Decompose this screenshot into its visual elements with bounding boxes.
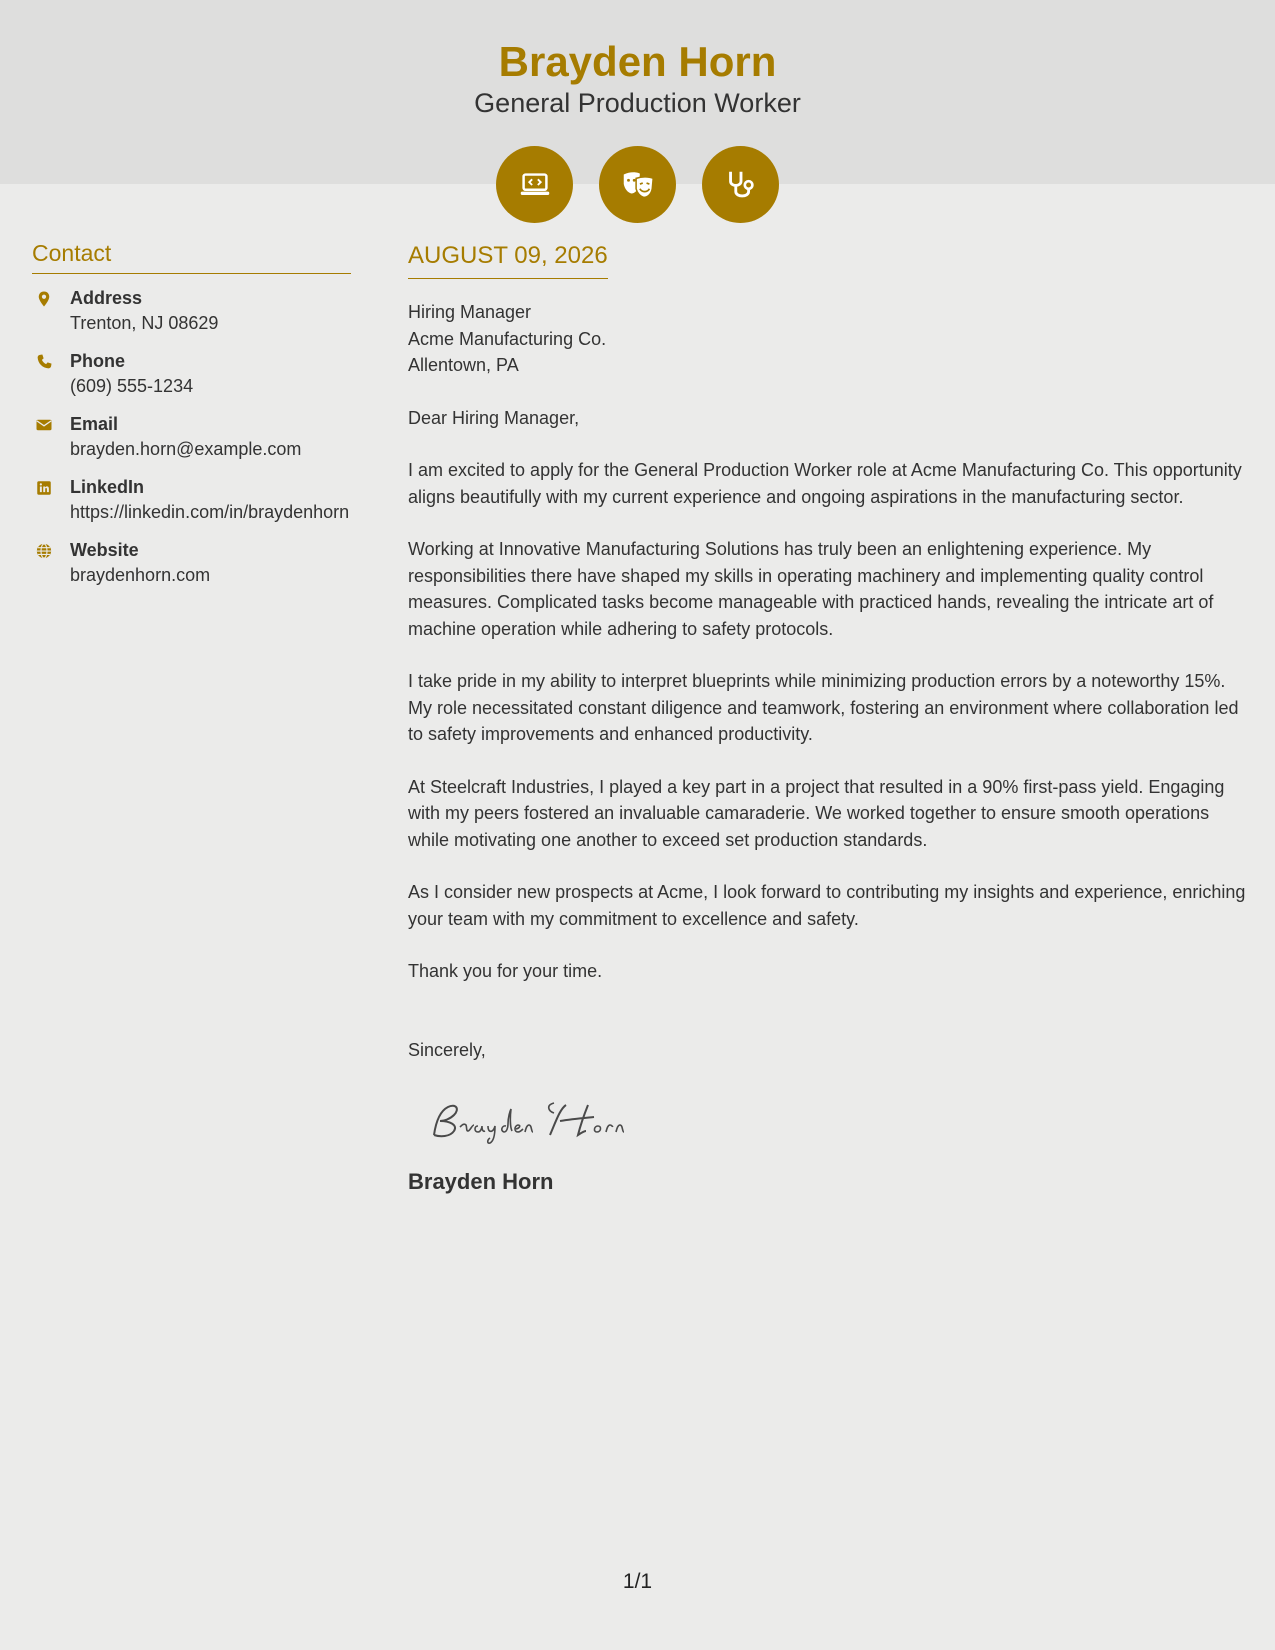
recipient-line: Acme Manufacturing Co. <box>408 328 607 349</box>
handwritten-signature <box>426 1091 1248 1149</box>
contact-phone <box>32 349 351 399</box>
contact-label: Website <box>70 540 139 560</box>
letter-body <box>408 240 1248 1197</box>
letter-paragraph: As I consider new prospects at Acme, I look forward to contributing my insights and experience, enriching your team with my commitment to excellence and safety. <box>408 882 1246 929</box>
applicant-name: Brayden Horn <box>498 38 777 85</box>
job-title: General Production Worker <box>474 88 801 118</box>
recipient-line: Hiring Manager <box>408 302 532 322</box>
letter-date: AUGUST 09, 2026 <box>408 240 608 279</box>
contact-email <box>32 412 351 462</box>
contact-value[interactable]: https://linkedin.com/in/braydenhorn <box>70 502 350 522</box>
contact-value: brayden.horn@example.com <box>70 439 302 459</box>
letter-paragraph: At Steelcraft Industries, I played a key part in a project that resulted in a 90% first-pass yield. Engaging with my peers fostered an invaluable camaraderie. We worked together to ensure smooth operations while motivating one another to exceed set production standards. <box>408 776 1225 850</box>
contact-label: Address <box>70 288 143 308</box>
contact-label: LinkedIn <box>70 477 145 497</box>
letter-paragraph: Working at Innovative Manufacturing Solutions has truly been an enlightening experience. My responsibilities there have shaped my skills in operating machinery and implementing quality control measures. Complicated tasks become manageable with practiced hands, revealing the intricate art of machine operation while adhering to safety protocols. <box>408 539 1214 639</box>
letter-paragraph: Thank you for your time. <box>408 961 603 981</box>
contact-heading: Contact <box>32 238 351 274</box>
contact-sidebar <box>32 238 351 601</box>
contact-label: Phone <box>70 351 126 371</box>
page-number: 1/1 <box>622 1570 653 1593</box>
laptop-code-icon <box>496 146 573 223</box>
closing: Sincerely, <box>408 1039 486 1060</box>
recipient-line: Allentown, PA <box>408 355 519 375</box>
letter-paragraph: I take pride in my ability to interpret blueprints while minimizing production errors by a noteworthy 15%. My role necessitated constant diligence and teamwork, fostering an environment where collaboration led to safety improvements and enhanced productivity. <box>408 671 1239 744</box>
letter-paragraph: I am excited to apply for the General Production Worker role at Acme Manufacturing Co. This opportunity aligns beautifully with my current experience and ongoing aspirations in the manufacturing sector. <box>408 460 1242 507</box>
phone-icon <box>32 349 70 399</box>
recipient-block <box>408 299 1248 379</box>
salutation: Dear Hiring Manager, <box>408 407 580 428</box>
contact-value: (609) 555-1234 <box>70 376 194 396</box>
linkedin-icon <box>32 475 70 525</box>
contact-value[interactable]: braydenhorn.com <box>70 565 211 585</box>
map-pin-icon <box>32 286 70 336</box>
theater-masks-icon <box>599 146 676 223</box>
signer-name: Brayden Horn <box>408 1168 554 1194</box>
interest-icons <box>496 146 779 223</box>
stethoscope-icon <box>702 146 779 223</box>
contact-label: Email <box>70 414 119 434</box>
contact-address <box>32 286 351 336</box>
contact-value: Trenton, NJ 08629 <box>70 313 219 333</box>
contact-linkedin <box>32 475 351 525</box>
envelope-icon <box>32 412 70 462</box>
contact-website <box>32 538 351 588</box>
contact-list <box>32 286 351 588</box>
globe-icon <box>32 538 70 588</box>
